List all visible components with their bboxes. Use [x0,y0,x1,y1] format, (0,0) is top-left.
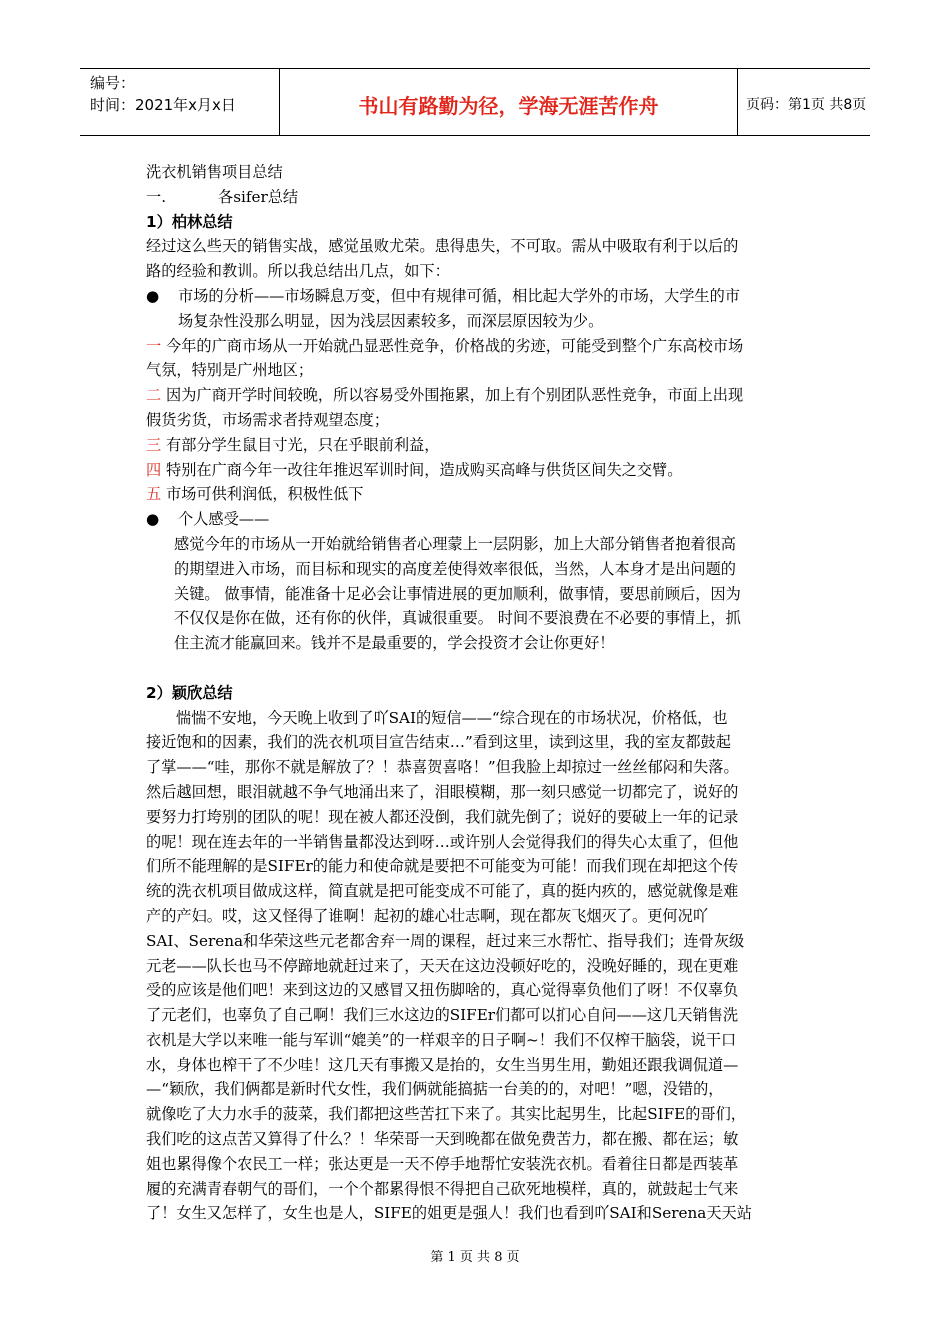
item-line: 市场可供利润低，积极性低下 [166,485,364,504]
item-number: 五 [146,485,162,504]
paragraph-line: 履的充满青春朝气的哥们，一个个都累得恨不得把自己砍死地模样，真的，就鼓起士气来 [146,1179,739,1198]
item-number: 三 [146,435,162,454]
paragraph-line: 水，身体也榨干了不少哇！这几天有事搬又是抬的，女生当男生用，勤姐还跟我调侃道— [146,1055,739,1074]
item-line: 因为广商开学时间较晚，所以容易受外围拖累，加上有个别团队恶性竞争，市面上出现 [166,386,744,405]
paragraph-line: 们所不能理解的是SIFEr的能力和使命就是要把不可能变为可能！而我们现在却把这个传 [146,857,739,876]
subheading-yingxin: 2）颖欣总结 [146,683,233,702]
paragraph-line: 了掌——“哇，那你不就是解放了？！恭喜贺喜咯！”但我脸上却掠过一丝丝郁闷和失落。 [146,758,739,777]
page-footer: 第 1 页 共 8 页 [430,1250,520,1265]
bullet-dot-icon: ● [146,510,160,529]
bullet-market-analysis [146,284,810,334]
section-number: 一. [146,187,167,206]
item-line: 气氛，特别是广州地区； [146,361,314,380]
numbered-item [146,458,810,483]
doc-time-label: 时间：2021年x月x日 [90,96,236,114]
paragraph-line: 的呢！现在连去年的一半销售量都没达到呀…或许别人会觉得我们的得失心太重了，但他 [146,832,739,851]
paragraph-line: —“颖欣，我们俩都是新时代女性，我们俩就能搞掂一台美的的，对吧！”嗯，没错的， [146,1080,724,1099]
bullet-title: 个人感受—— [178,510,270,529]
bullet-line: 关键。 做事情，能准备十足必会让事情进展的更加顺利，做事情，要思前顾后，因为 [174,584,741,603]
header-table [80,68,870,136]
paragraph-line: 衣机是大学以来唯一能与军训“媲美”的一样艰辛的日子啊~！我们不仅榨干脑袋，说干口 [146,1030,737,1049]
paragraph-yingxin [146,706,810,1227]
section-heading [146,185,810,210]
paragraph-line: 了元老们，也辜负了自己啊！我们三水这边的SIFEr们都可以扪心自问——这几天销售洗 [146,1006,739,1025]
paragraph-line: 了！女生又怎样了，女生也是人，SIFE的姐更是强人！我们也看到吖SAI和Serena天天站 [146,1204,752,1223]
header-motto: 书山有路勤为径，学海无涯苦作舟 [280,69,738,135]
bullet-line: 住主流才能赢回来。钱并不是最重要的，学会投资才会让你更好！ [174,634,615,653]
paragraph-line: 就像吃了大力水手的菠菜，我们都把这些苦扛下来了。其实比起男生，比起SIFE的哥们， [146,1105,746,1124]
item-number: 四 [146,460,162,479]
bullet-line: 的期望进入市场，而目标和现实的高度差使得效率很低，当然，人本身才是出问题的 [174,559,736,578]
paragraph-line: 元老——队长也马不停蹄地就赶过来了，天天在这边没顿好吃的，没晚好睡的，现在更难 [146,956,739,975]
document-body [146,160,810,1226]
numbered-item [146,433,810,458]
item-line: 假货劣货，市场需求者持观望态度； [146,410,389,429]
paragraph-line: 受的应该是他们吧！来到这边的又感冒又扭伤脚啥的，真心觉得辜负他们了呀！不仅辜负 [146,981,739,1000]
paragraph-line: 统的洗衣机项目做成这样，简直就是把可能变成不可能了，真的挺内疚的，感觉就像是难 [146,882,739,901]
numbered-item [146,383,810,433]
paragraph-line: 我们吃的这点苦又算得了什么？！华荣哥一天到晚都在做免费苦力，都在搬、都在运；敏 [146,1130,739,1149]
paragraph-line: 然后越回想，眼泪就越不争气地涌出来了，泪眼模糊，那一刻只感觉一切都完了，说好的 [146,782,739,801]
paragraph-line: 经过这么些天的销售实战，感觉虽败尤荣。患得患失，不可取。需从中吸取有利于以后的 [146,237,739,256]
numbered-item [146,482,810,507]
item-number: 二 [146,386,162,405]
section-title: 各sifer总结 [218,187,299,206]
paragraph-line: 要努力打垮别的团队的呢！现在被人都还没倒，我们就先倒了；说好的要破上一年的记录 [146,807,739,826]
doc-code-label: 编号： [90,74,136,92]
bullet-line: 感觉今年的市场从一开始就给销售者心理蒙上一层阴影，加上大部分销售者抱着很高 [174,534,736,553]
paragraph-line: 路的经验和教训。所以我总结出几点，如下： [146,262,450,281]
bullet-personal-feeling [146,507,810,656]
bullet-line: 不仅仅是你在做，还有你的伙伴，真诚很重要。 时间不要浪费在不必要的事情上，抓 [174,609,741,628]
doc-title: 洗衣机销售项目总结 [146,163,283,181]
header-meta [80,69,280,135]
item-line: 有部分学生鼠目寸光，只在乎眼前利益， [166,435,440,454]
subheading-berlin: 1）柏林总结 [146,212,233,231]
item-number: 一 [146,336,162,355]
bullet-dot-icon: ● [146,286,160,305]
paragraph-line: 惴惴不安地，今天晚上收到了吖SAI的短信——“综合现在的市场状况，价格低，也 [176,708,728,727]
numbered-item [146,334,810,384]
bullet-line: 场复杂性没那么明显，因为浅层因素较多，而深层原因较为少。 [178,311,604,330]
bullet-line: 市场的分析——市场瞬息万变，但中有规律可循，相比起大学外的市场，大学生的市 [178,286,740,305]
paragraph-line: 产的产妇。哎，这又怪得了谁啊！起初的雄心壮志啊，现在都灰飞烟灭了。更何况吖 [146,906,708,925]
paragraph-line: 姐也累得像个农民工一样；张达更是一天不停手地帮忙安装洗衣机。看着往日都是西装革 [146,1154,739,1173]
paragraph-line: SAI、Serena和华荣这些元老都舍弃一周的课程，赶过来三水帮忙、指导我们；连骨灰级 [146,931,745,950]
header-page-info: 页码：第1页 共8页 [746,97,867,113]
paragraph-line: 接近饱和的因素，我们的洗衣机项目宣告结束…”看到这里，读到这里，我的室友都鼓起 [146,733,731,752]
item-line: 特别在广商今年一改往年推迟军训时间，造成购买高峰与供货区间失之交臂。 [166,460,683,479]
item-line: 今年的广商市场从一开始就凸显恶性竞争，价格战的劣迹，可能受到整个广东高校市场 [166,336,744,355]
